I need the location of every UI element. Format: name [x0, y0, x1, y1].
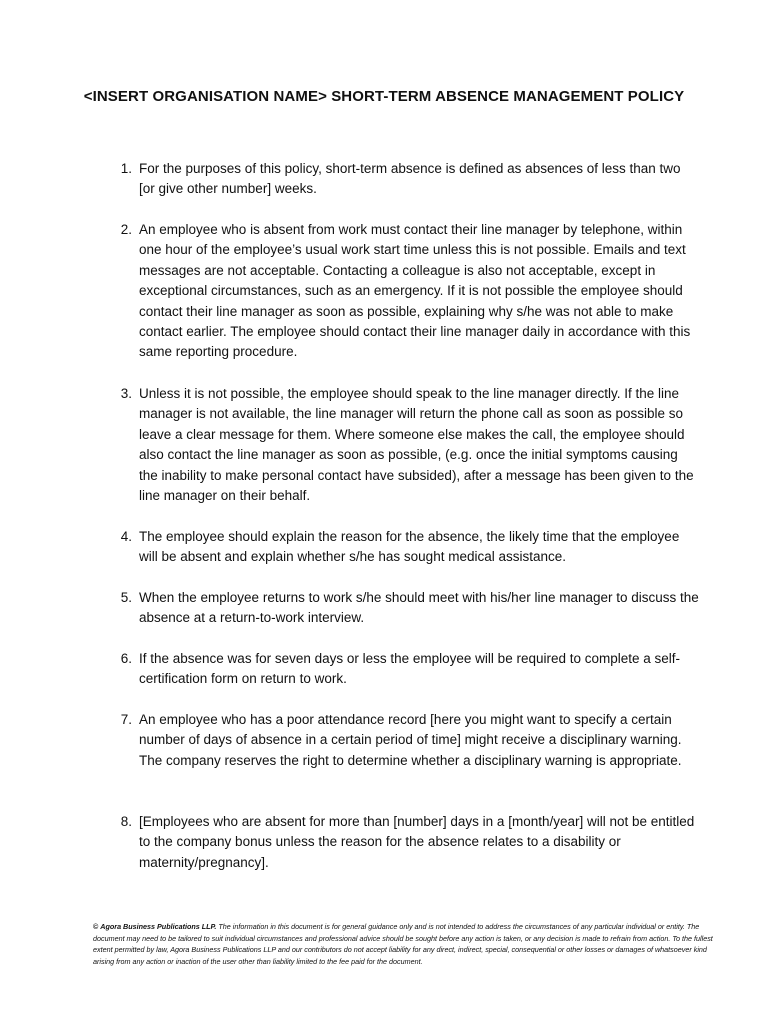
- item-number: 5.: [120, 590, 132, 605]
- item-text: [Employees who are absent for more than [number] days in a [month/year] will not be entitled to the company bonus unless the reason for the absence relates to a disability or maternity/pregnancy].: [139, 814, 695, 870]
- legal-disclaimer-footer: [93, 921, 713, 967]
- item-number: 4.: [120, 529, 132, 544]
- item-number: 7.: [120, 712, 132, 727]
- item-text: Unless it is not possible, the employee should speak to the line manager directly. If the line manager is not available, the line manager will return the phone call as soon as possible so leave a clear message for them. Where someone else makes the call, the employee should also contact the line manager as soon as possible, (e.g. once the initial symptoms causing the inability to make personal contact have subsided), after a message has been given to the line manager on their behalf.: [139, 386, 694, 504]
- item-text: The employee should explain the reason for the absence, the likely time that the employee will be absent and explain whether s/he has sought medical assistance.: [139, 529, 680, 565]
- item-number: 8.: [120, 814, 132, 829]
- footer-company-name: Agora Business Publications LLP.: [100, 922, 217, 931]
- footer-disclaimer-text: The information in this document is for general guidance only and is not intended to address the circumstances of any particular individual or entity. The document may need to be tailored to suit individual circumstances and professional advice should be sought before any action is taken, or any decision is made to refrain from action. To the fullest extent permitted by law, Agora Business Publications LLP and our contributors do not accept liability for any direct, indirect, special, consequential or other losses or damages of whatsoever kind arising from any action or inaction of the user other than liability limited to the fee paid for the document.: [93, 922, 713, 966]
- item-text: For the purposes of this policy, short-term absence is defined as absences of less than two [or give other number] weeks.: [139, 161, 681, 197]
- item-number: 1.: [120, 161, 132, 176]
- item-number: 3.: [120, 386, 132, 401]
- item-number: 6.: [120, 651, 132, 666]
- item-text: An employee who is absent from work must contact their line manager by telephone, within one hour of the employee’s usual work start time unless this is not possible. Emails and text messages are not acceptable. Contacting a colleague is also not acceptable, except in exceptional circumstances, such as an emergency. If it is not possible the employee should contact their line manager as soon as possible, explaining why s/he was not able to make contact earlier. The employee should contact their line manager daily in accordance with this same reporting procedure.: [139, 222, 691, 360]
- item-text: When the employee returns to work s/he should meet with his/her line manager to discuss the absence at a return-to-work interview.: [139, 590, 699, 626]
- document-title: <INSERT ORGANISATION NAME> SHORT-TERM ABSENCE MANAGEMENT POLICY: [83, 88, 685, 105]
- copyright-icon: ©: [93, 922, 99, 931]
- item-text: If the absence was for seven days or less the employee will be required to complete a self-certification form on return to work.: [139, 651, 681, 687]
- item-number: 2.: [120, 222, 132, 237]
- item-text: An employee who has a poor attendance record [here you might want to specify a certain number of days of absence in a certain period of time] might receive a disciplinary warning. The company reserves the right to determine whether a disciplinary warning is appropriate.: [139, 712, 682, 768]
